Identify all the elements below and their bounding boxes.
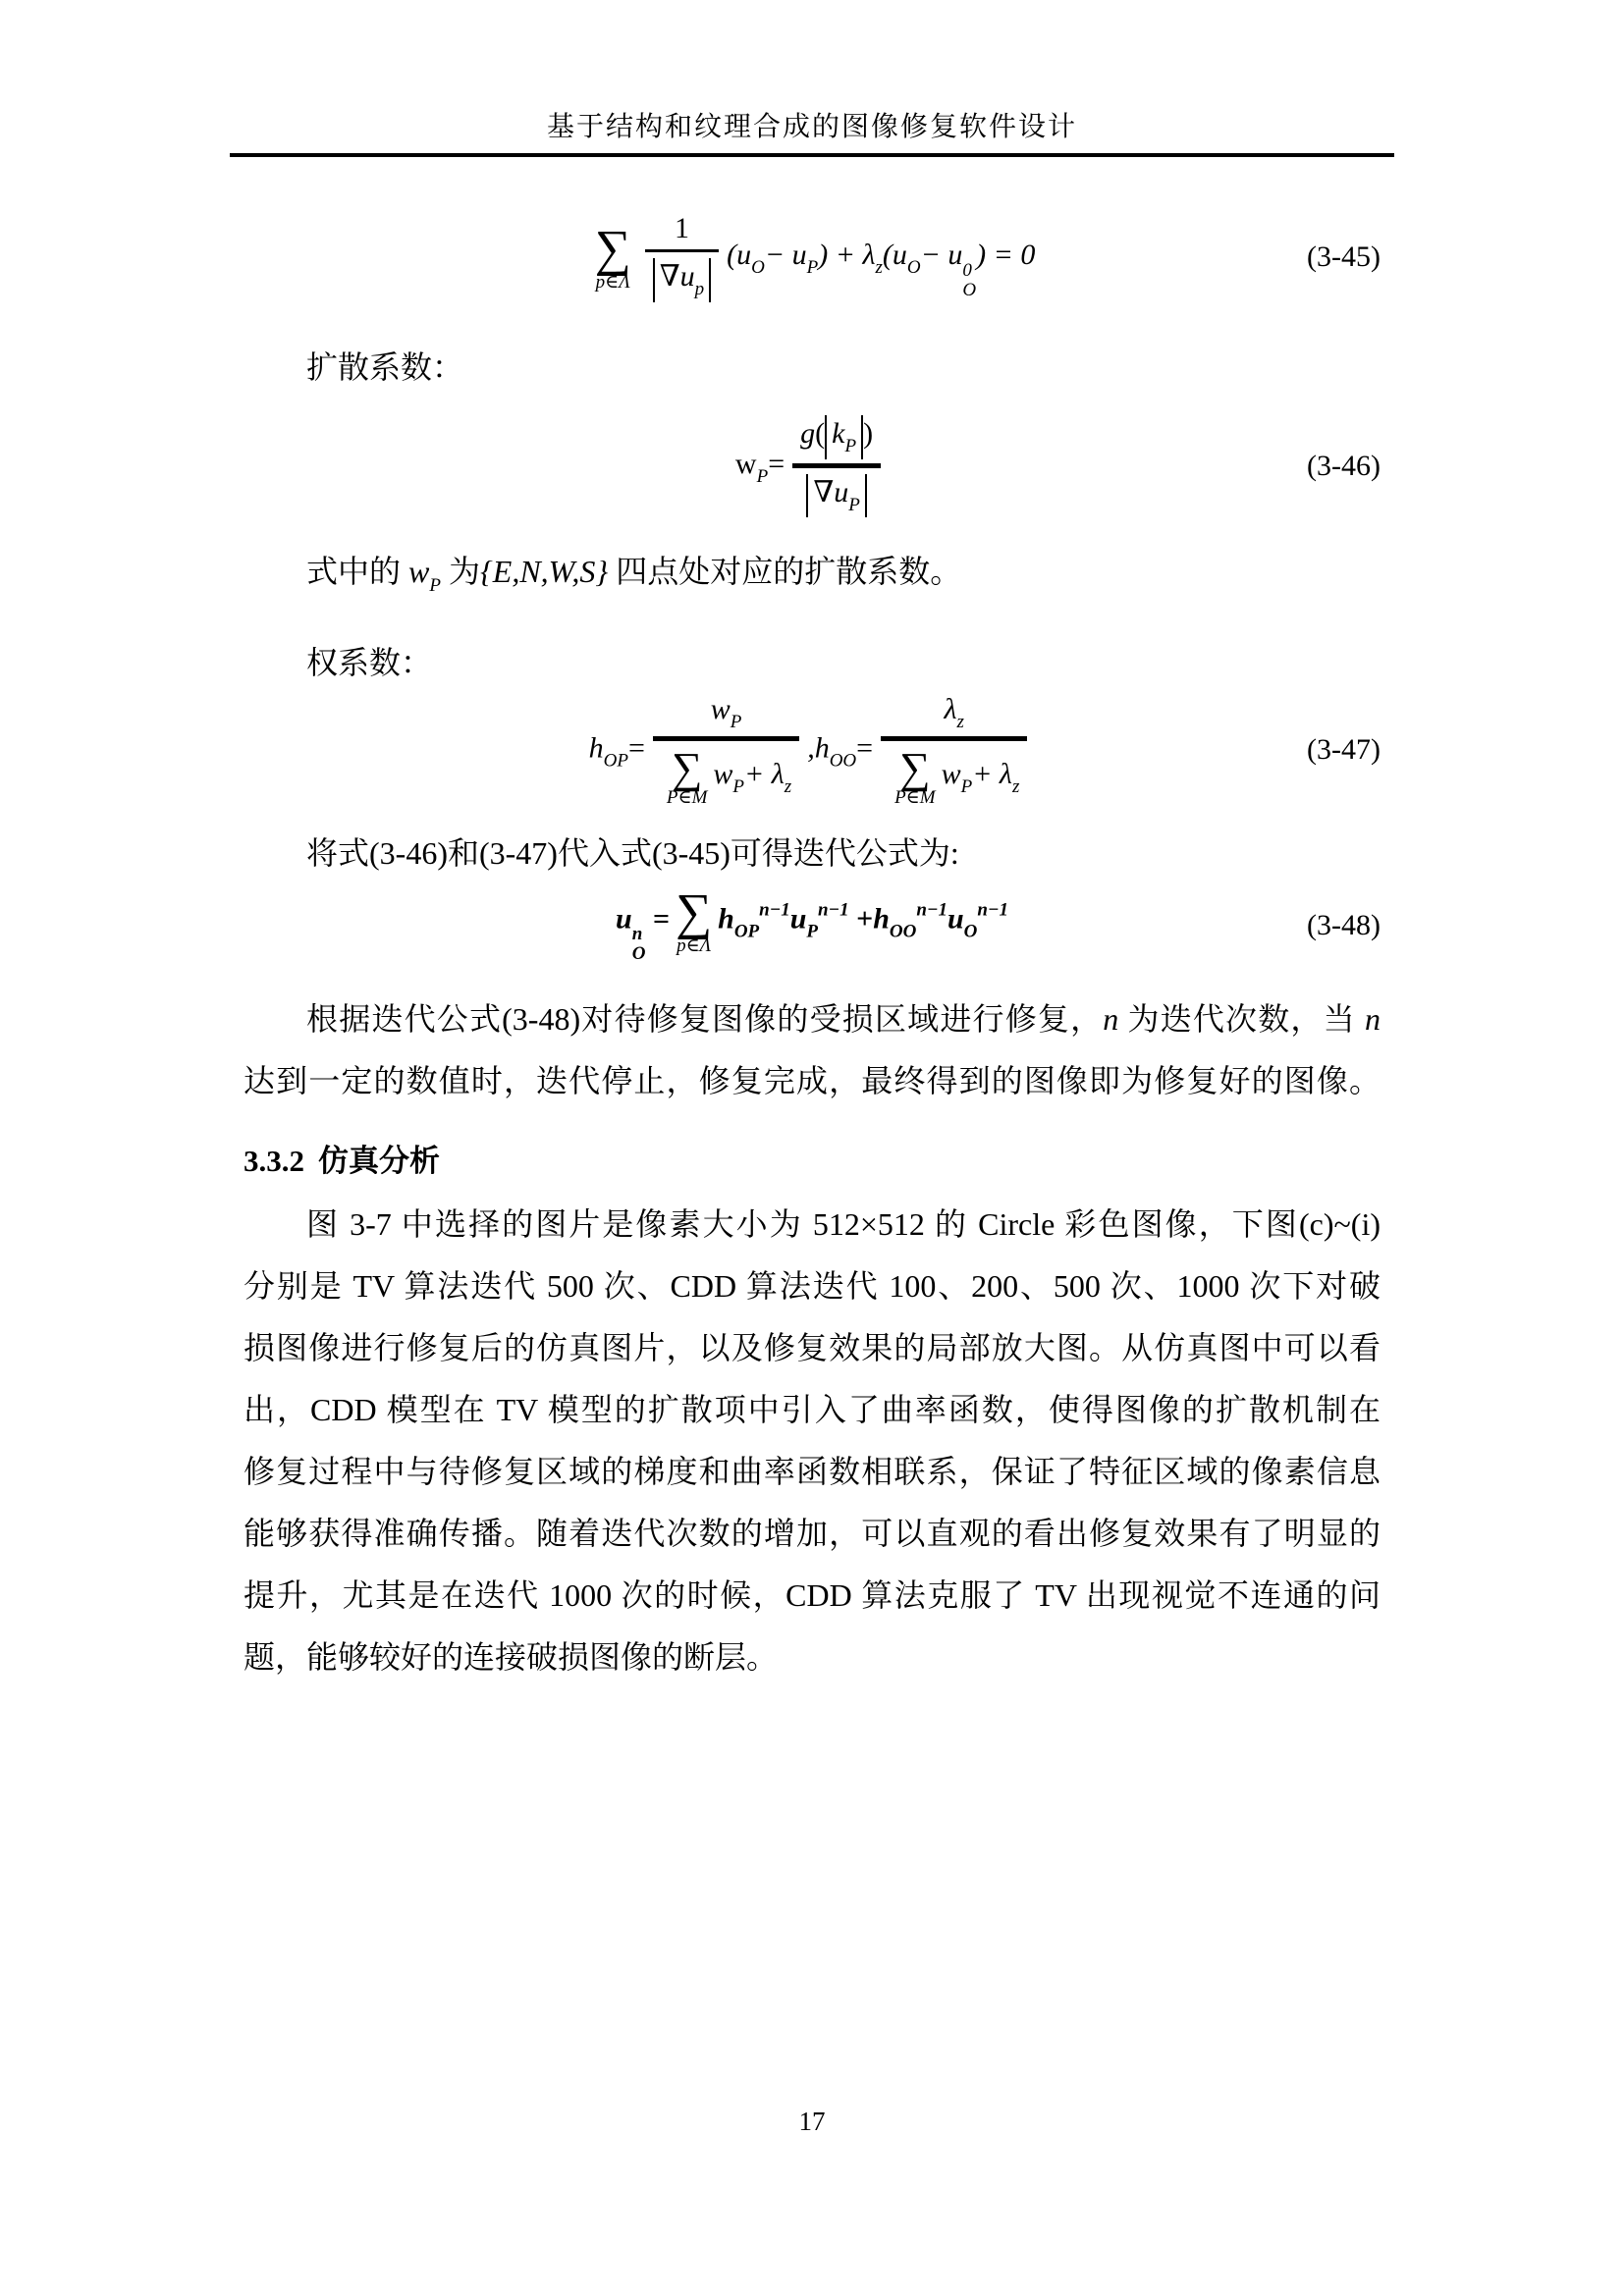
equation-3-47 bbox=[244, 690, 1380, 810]
paragraph-iteration bbox=[244, 988, 1380, 1112]
math-token: = bbox=[652, 902, 671, 935]
text-line: 达到一定的数值时，迭代停止，修复完成，最终得到的图像即为修复好的图像。 bbox=[244, 1063, 1380, 1098]
label-weight-coefficient: 权系数： bbox=[306, 645, 433, 680]
math-token: h bbox=[588, 730, 604, 764]
text-run: 根据迭代公式(3-48)对待修复图像的受损区域进行修复， bbox=[306, 1001, 1104, 1037]
math-token: ) + λ bbox=[818, 238, 876, 271]
sum-limit: p∈Λ bbox=[595, 271, 630, 293]
equation-number: (3-46) bbox=[1307, 450, 1380, 482]
equation-3-48 bbox=[244, 881, 1380, 971]
math-token: h bbox=[814, 730, 830, 764]
section-title: 仿真分析 bbox=[318, 1144, 440, 1178]
math-token: w bbox=[710, 692, 731, 725]
equation-number: (3-45) bbox=[1307, 240, 1380, 273]
paragraph-wp-note bbox=[244, 550, 1380, 608]
subscript: O bbox=[963, 921, 978, 942]
math-token: + λ bbox=[972, 757, 1012, 790]
subscript: OP bbox=[733, 921, 760, 942]
fraction bbox=[653, 693, 799, 808]
subscript: O bbox=[751, 256, 765, 278]
text-line bbox=[244, 988, 1380, 1050]
section-heading bbox=[244, 1136, 1380, 1180]
math-token: ∇u bbox=[659, 260, 695, 294]
math-token: (u bbox=[727, 238, 752, 271]
math-token: n bbox=[1365, 1001, 1380, 1037]
sum-limit: P∈M bbox=[894, 787, 936, 809]
paragraph-substitute: 将式(3-46)和(3-47)代入式(3-45)可得迭代公式为: bbox=[306, 835, 959, 871]
text-line: 损图像进行修复后的仿真图片，以及修复效果的局部放大图。从仿真图中可以看 bbox=[244, 1330, 1380, 1365]
math-token: − u bbox=[920, 238, 963, 271]
superscript: n−1 bbox=[977, 899, 1008, 921]
section-number: 3.3.2 bbox=[244, 1144, 304, 1178]
text-line: 修复过程中与待修复区域的梯度和曲率函数相联系，保证了特征区域的像素信息 bbox=[244, 1454, 1380, 1489]
superscript: n bbox=[631, 924, 643, 945]
text-line: 图 3-7 中选择的图片是像素大小为 512×512 的 Circle 彩色图像，下图(c)~(i) bbox=[306, 1206, 1380, 1242]
sup-sub-stack bbox=[632, 925, 646, 964]
equation-body bbox=[589, 693, 1036, 808]
equation-3-45 bbox=[244, 183, 1380, 332]
equation-body bbox=[735, 415, 889, 518]
fraction-denominator bbox=[653, 736, 799, 807]
math-token: + bbox=[856, 902, 874, 935]
math-token: , bbox=[807, 730, 815, 764]
math-token: = bbox=[627, 730, 645, 764]
subscript: OO bbox=[889, 921, 917, 942]
superscript: n−1 bbox=[818, 899, 849, 921]
den-terms bbox=[942, 758, 1020, 798]
subscript: P bbox=[848, 494, 860, 515]
abs-bars bbox=[825, 415, 863, 459]
math-token: w bbox=[408, 554, 430, 589]
math-token: u bbox=[947, 902, 964, 935]
text-run: 四点处对应的扩散系数。 bbox=[608, 554, 962, 589]
math-token: ( bbox=[815, 416, 826, 450]
text-run: 式中的 bbox=[306, 554, 409, 589]
label-diffusion-coefficient: 扩散系数： bbox=[306, 349, 464, 385]
equation-3-46 bbox=[244, 395, 1380, 538]
fraction-numerator: 1 bbox=[674, 211, 689, 244]
math-token: − u bbox=[764, 238, 807, 271]
subscript: p bbox=[694, 279, 705, 300]
sum-operator bbox=[894, 744, 936, 809]
math-token: u bbox=[789, 902, 807, 935]
subscript: O bbox=[962, 279, 977, 300]
sigma-glyph: ∑ bbox=[676, 883, 713, 940]
subscript: P bbox=[732, 775, 745, 797]
math-token: + λ bbox=[744, 757, 785, 790]
fraction bbox=[881, 693, 1027, 808]
math-token: ) bbox=[863, 416, 874, 450]
subscript: O bbox=[906, 256, 921, 278]
fraction bbox=[792, 415, 881, 518]
text-line: 分别是 TV 算法迭代 500 次、CDD 算法迭代 100、200、500 次、1000 次下对破 bbox=[244, 1268, 1380, 1304]
subscript: z bbox=[956, 711, 964, 732]
subscript: P bbox=[806, 256, 819, 278]
fraction bbox=[645, 212, 719, 302]
subscript: P bbox=[756, 465, 769, 487]
subscript: P bbox=[429, 575, 441, 596]
text-line: 出，CDD 模型在 TV 模型的扩散项中引入了曲率函数，使得图像的扩散机制在 bbox=[244, 1392, 1380, 1427]
sum-operator bbox=[676, 883, 713, 956]
header-title: 基于结构和纹理合成的图像修复软件设计 bbox=[546, 112, 1077, 142]
subscript: O bbox=[631, 943, 646, 965]
subscript: P bbox=[806, 921, 819, 942]
equation-number: (3-48) bbox=[1307, 909, 1380, 941]
math-token: g bbox=[800, 416, 816, 450]
math-token: w bbox=[941, 757, 961, 790]
equation-body bbox=[616, 883, 1008, 965]
sum-limit: p∈Λ bbox=[677, 934, 712, 956]
abs-bars bbox=[653, 258, 711, 302]
page-number: 17 bbox=[798, 2107, 826, 2136]
superscript: n−1 bbox=[759, 899, 790, 921]
equation-body bbox=[589, 212, 1036, 302]
math-token: h bbox=[873, 902, 890, 935]
abs-bars bbox=[806, 474, 867, 518]
sigma-glyph: ∑ bbox=[671, 744, 703, 793]
math-token: (u bbox=[882, 238, 907, 271]
fraction-denominator bbox=[881, 736, 1027, 807]
subscript: z bbox=[784, 775, 792, 797]
subscript: OO bbox=[829, 749, 857, 771]
den-terms bbox=[713, 758, 791, 798]
math-token: h bbox=[718, 902, 734, 935]
paragraph-simulation bbox=[244, 1194, 1380, 1688]
page-header bbox=[230, 110, 1394, 157]
fraction-denominator bbox=[792, 463, 881, 518]
text-line: 能够获得准确传播。随着迭代次数的增加，可以直观的看出修复效果有了明显的 bbox=[244, 1516, 1380, 1551]
subscript: OP bbox=[603, 749, 628, 771]
subscript: P bbox=[844, 435, 857, 456]
math-token: ∇u bbox=[813, 475, 849, 508]
sigma-glyph: ∑ bbox=[594, 220, 631, 277]
math-token: w bbox=[734, 447, 757, 480]
fraction-denominator bbox=[645, 249, 719, 302]
math-token: w bbox=[713, 757, 733, 790]
sum-operator bbox=[666, 744, 708, 809]
math-token: ) = 0 bbox=[976, 238, 1036, 271]
equation-number: (3-47) bbox=[1307, 733, 1380, 766]
fraction-numerator bbox=[792, 415, 881, 463]
subscript: P bbox=[960, 775, 973, 797]
fraction-numerator bbox=[653, 693, 799, 737]
sigma-glyph: ∑ bbox=[899, 744, 931, 793]
math-token: n bbox=[1103, 1001, 1119, 1037]
sum-operator bbox=[594, 220, 631, 293]
text-line: 提升，尤其是在迭代 1000 次的时候，CDD 算法克服了 TV 出现视觉不连通的问 bbox=[244, 1577, 1380, 1613]
math-token: k bbox=[832, 416, 845, 450]
subscript: z bbox=[1011, 775, 1020, 797]
math-token: λ bbox=[944, 692, 957, 725]
text-run: 为 bbox=[440, 554, 480, 589]
sum-limit: P∈M bbox=[666, 787, 708, 809]
subscript: z bbox=[875, 256, 883, 278]
superscript: 0 bbox=[962, 259, 972, 281]
math-token: = bbox=[768, 447, 785, 480]
superscript: n−1 bbox=[916, 899, 947, 921]
sup-sub-stack bbox=[962, 261, 976, 300]
subscript: P bbox=[730, 711, 742, 732]
fraction-numerator bbox=[881, 693, 1027, 737]
math-token: = bbox=[856, 730, 874, 764]
math-token: u bbox=[616, 902, 632, 935]
math-token: {E,N,W,S} bbox=[479, 554, 609, 589]
text-line: 题，能够较好的连接破损图像的断层。 bbox=[244, 1639, 779, 1675]
text-run: 为迭代次数，当 bbox=[1118, 1001, 1365, 1037]
